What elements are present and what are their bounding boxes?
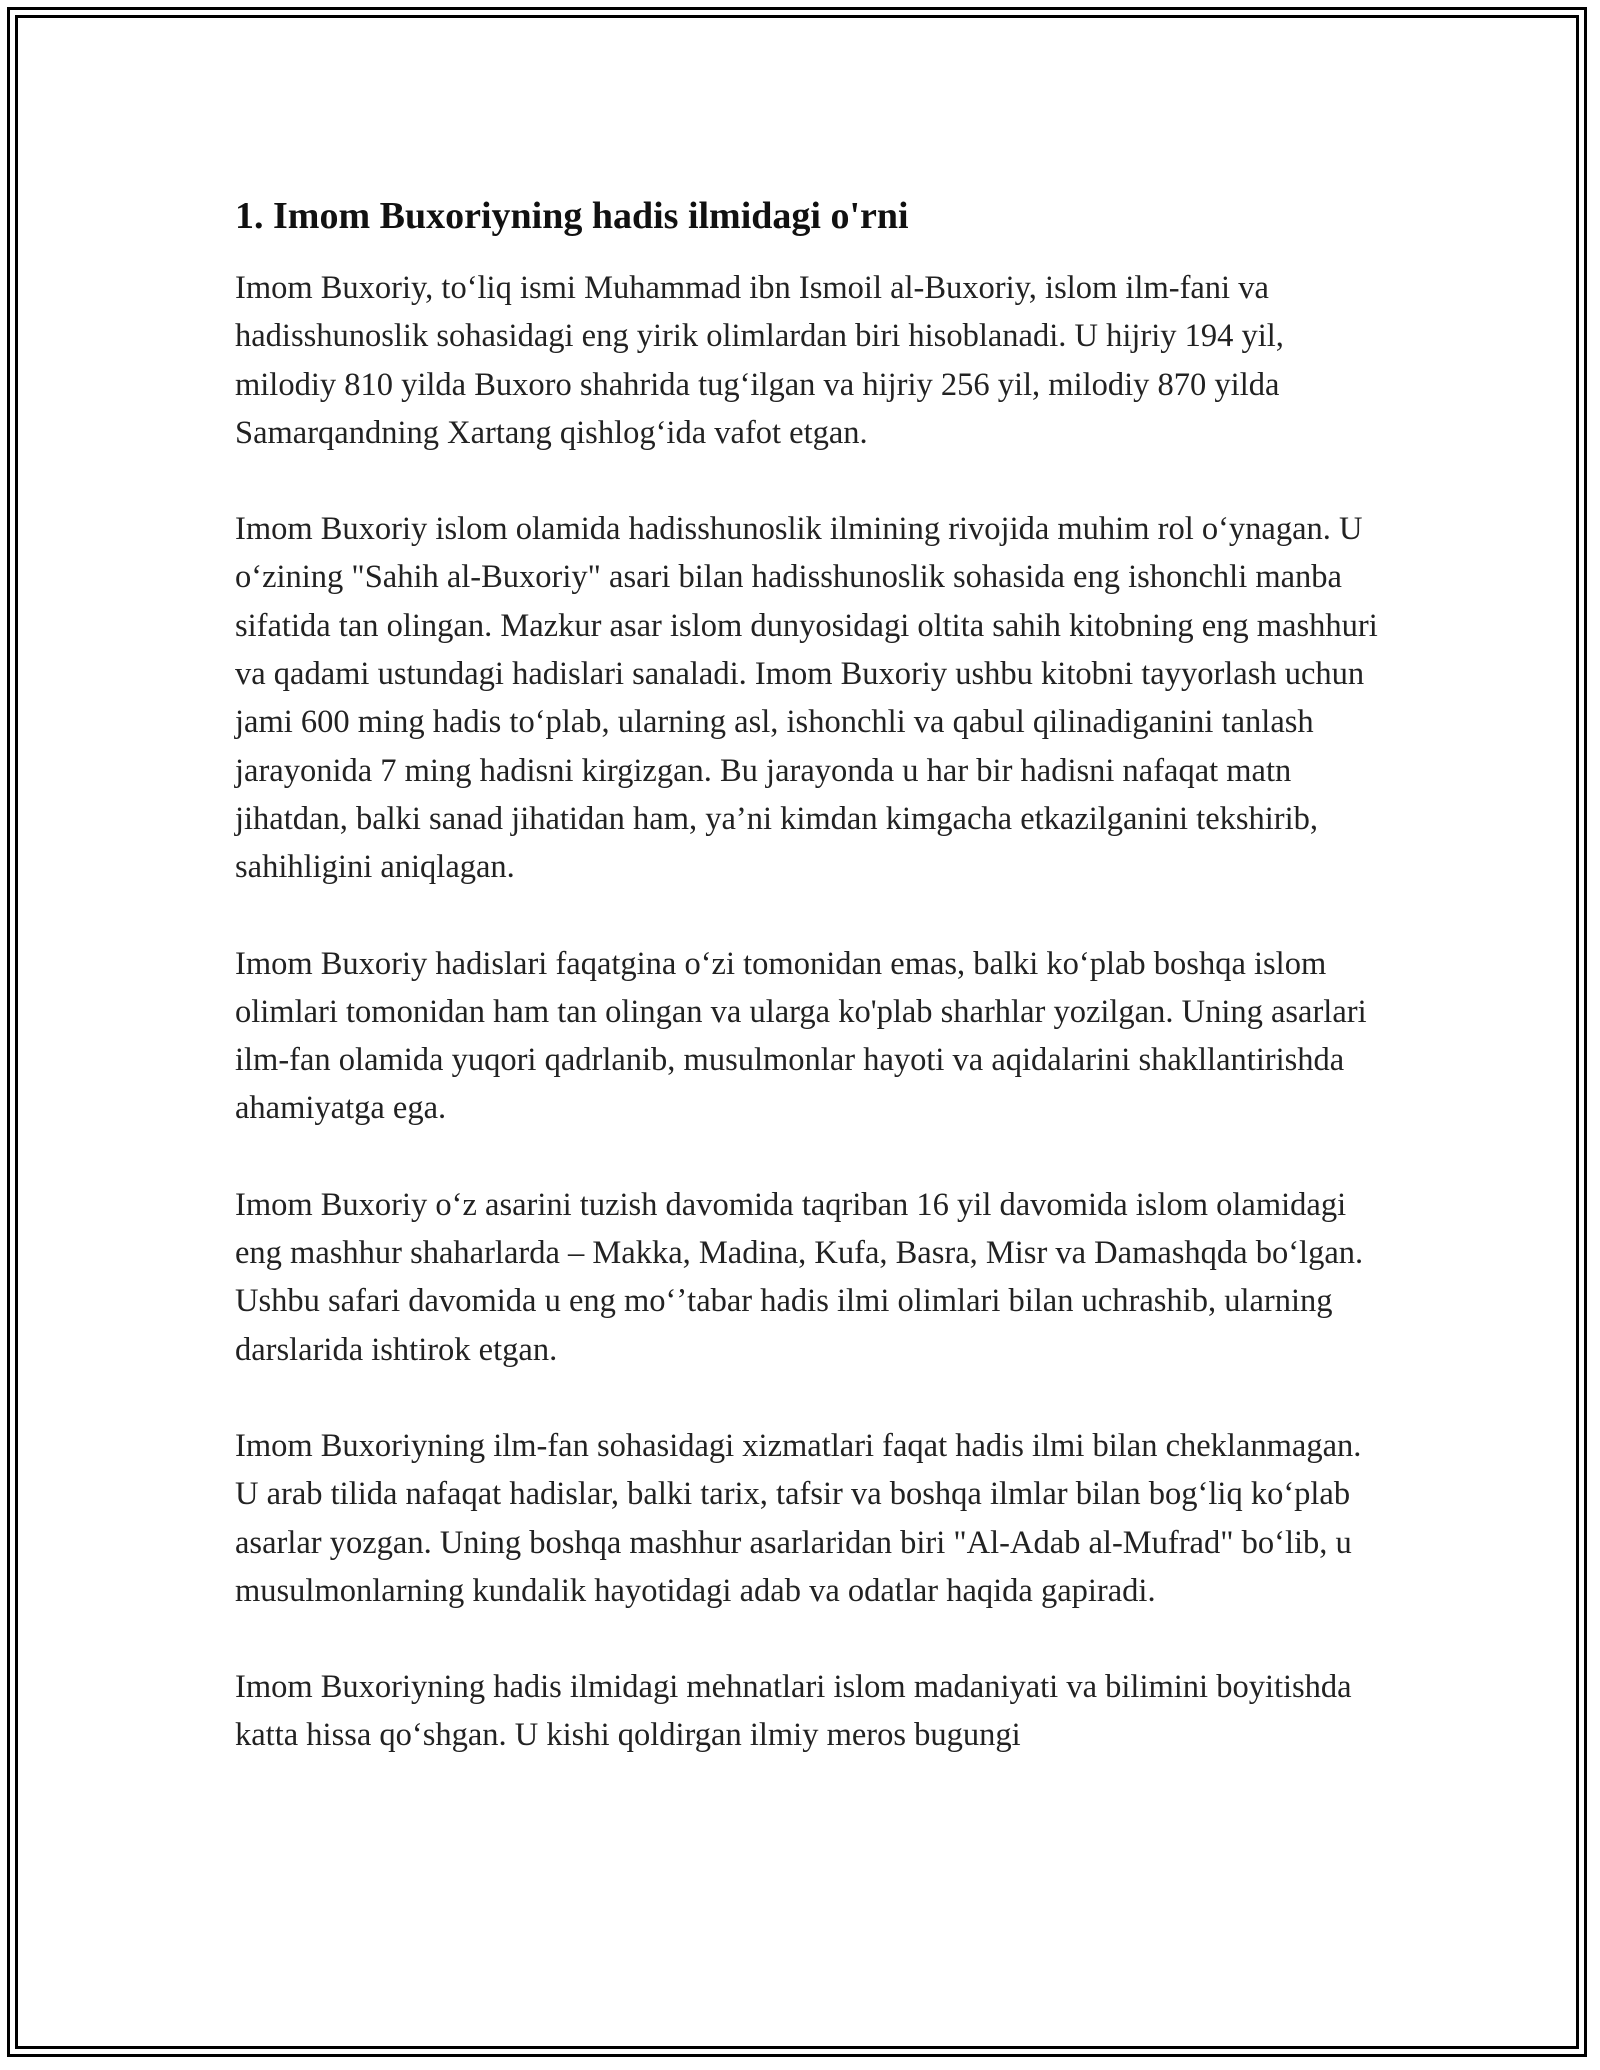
paragraph-travels: Imom Buxoriy oʻz asarini tuzish davomida taqriban 16 yil davomida islom olamidagi eng mashhur shaharlarda – Makka, Madina, Kufa, Basra, Misr va Damashqda boʻlgan. Ushbu safari davomida u eng moʻʼtabar hadis ilmi olimlari bilan uchrashib, ularning darslarida ishtirok etgan. bbox=[235, 1186, 1364, 1368]
section-heading: 1. Imom Buxoriyning hadis ilmidagi o'rni bbox=[235, 195, 909, 237]
document-body bbox=[235, 188, 1385, 1808]
paragraph-sahih-al-buxoriy: Imom Buxoriy islom olamida hadisshunoslik ilmining rivojida muhim rol oʻynagan. U oʻzining "Sahih al-Buxoriy" asari bilan hadisshunoslik sohasida eng ishonchli manba sifatida tan olingan. Mazkur asar islom dunyosidagi oltita sahih kitobning eng mashhuri va qadami ustundagi hadislari sanaladi. Imom Buxoriy ushbu kitobni tayyorlash uchun jami 600 ming hadis toʻplab, ularning asl, ishonchli va qabul qilinadiganini tanlash jarayonida 7 ming hadisni kirgizgan. Bu jarayonda u har bir hadisni nafaqat matn jihatdan, balki sanad jihatidan ham, ya’ni kimdan kimgacha etkazilganini tekshirib, sahihligini aniqlagan. bbox=[235, 511, 1378, 886]
paragraph-other-works: Imom Buxoriyning ilm-fan sohasidagi xizmatlari faqat hadis ilmi bilan cheklanmagan. U arab tilida nafaqat hadislar, balki tarix, tafsir va boshqa ilmlar bilan bogʻliq koʻplab asarlar yozgan. Uning boshqa mashhur asarlaridan biri "Al-Adab al-Mufrad" boʻlib, u musulmonlarning kundalik hayotidagi adab va odatlar haqida gapiradi. bbox=[235, 1427, 1362, 1609]
paragraph-recognition: Imom Buxoriy hadislari faqatgina oʻzi tomonidan emas, balki koʻplab boshqa islom olimlari tomonidan ham tan olingan va ularga ko'plab sharhlar yozilgan. Uning asarlari ilm-fan olamida yuqori qadrlanib, musulmonlar hayoti va aqidalarini shakllantirishda ahamiyatga ega. bbox=[235, 945, 1367, 1127]
paragraph-legacy: Imom Buxoriyning hadis ilmidagi mehnatlari islom madaniyati va bilimini boyitishda katta hissa qoʻshgan. U kishi qoldirgan ilmiy meros bugungi bbox=[235, 1669, 1352, 1754]
paragraph-biography: Imom Buxoriy, toʻliq ismi Muhammad ibn Ismoil al-Buxoriy, islom ilm-fani va hadisshunoslik sohasidagi eng yirik olimlardan biri hisoblanadi. U hijriy 194 yil, milodiy 810 yilda Buxoro shahrida tugʻilgan va hijriy 256 yil, milodiy 870 yilda Samarqandning Xartang qishlogʻida vafot etgan. bbox=[235, 270, 1284, 451]
